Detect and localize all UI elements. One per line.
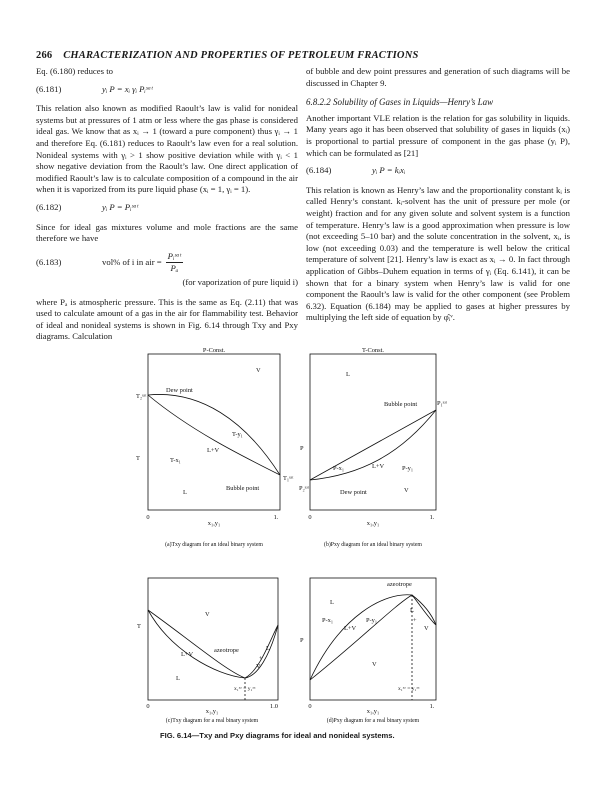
- panel-a-l-label: L: [183, 489, 187, 496]
- panel-a-bubble-curve: [148, 395, 280, 475]
- panel-b-p2sat: P₂ˢᵃᵗ: [299, 485, 310, 492]
- panel-c-x1: 1.0: [270, 703, 278, 710]
- panel-c-lv-label: L+V: [181, 651, 194, 658]
- equation-6-184: (6.184) yᵢ P = kᵢxᵢ: [306, 165, 406, 176]
- section-heading: 6.8.2.2 Solubility of Gases in Liquids—Henry’s Law: [306, 97, 494, 108]
- panel-a-lv-label: L+V: [207, 447, 220, 454]
- panel-d-py-label: P-y₁: [366, 617, 378, 624]
- panel-c-l-label: L: [176, 675, 180, 682]
- panel-d-px-label: P-x₁: [322, 617, 334, 624]
- paragraph-ideal-gas: Since for ideal gas mixtures volume and mole fractions are the same therefore we have: [36, 221, 298, 244]
- panel-d-azeotrope-label: azeotrope: [387, 581, 412, 588]
- paragraph-atmospheric: where Pₐ is atmospheric pressure. This is the same as Eq. (2.11) that was used to calculate amount of a gas in the air for flammability test. Behavior of ideal and nonideal systems is shown in Fig. 6.14 through Txy and Pxy diagrams. Calculation: [36, 296, 298, 342]
- panel-b-x1: 1.: [429, 514, 435, 521]
- panel-c-az-label: x₁ᵃᶻ = y₁ᵃᶻ: [234, 686, 256, 692]
- panel-a-caption: (a)Txy diagram for an ideal binary system: [165, 542, 263, 548]
- panel-a-v-label: V: [256, 367, 261, 374]
- panel-b-py-label: P-y₁: [402, 465, 414, 472]
- panel-c-x0: 0: [146, 703, 150, 710]
- panel-c-v-label: V: [205, 611, 210, 618]
- panel-d-x-label: x₁,y₁: [366, 708, 380, 715]
- panel-d-plus-label: +: [413, 617, 417, 624]
- panel-c-l2-label: L: [266, 645, 270, 652]
- panel-a-t1sat: T₁ˢᵃᵗ: [283, 475, 294, 482]
- panel-a-dew-curve: [148, 394, 280, 475]
- panel-c-caption: (c)Txy diagram for a real binary system: [165, 718, 259, 724]
- page-number: 266: [36, 50, 53, 61]
- panel-d-frame: [310, 578, 436, 700]
- panel-c-plus-label: +: [259, 655, 263, 662]
- panel-b-caption: (b)Pxy diagram for an ideal binary system: [324, 542, 422, 548]
- equation-6-183: (6.183) vol% of i in air = $\frac{\text{Pᵢˢᵃᵗ}}{\text{Pₐ}}$: [36, 250, 182, 274]
- panel-d-y-label: P: [300, 637, 304, 644]
- panel-a-x0: 0: [146, 514, 150, 521]
- paragraph-continuation: of bubble and dew point pressures and generation of such diagrams will be discussed in Chapter 9.: [306, 66, 570, 88]
- panel-b-x-label: x₁,y₁: [366, 520, 380, 527]
- panel-c-y-label: T: [137, 623, 141, 630]
- equation-6-182: (6.182) yᵢ P = Pᵢˢᵃᵗ: [36, 201, 139, 212]
- paragraph-modified-raoult: This relation also known as modified Raoult’s law is valid for nonideal systems but at pressures of 1 atm or less where the gas phase is considered ideal gas. We know that as xᵢ → 1 (toward a pure component) thus γᵢ → 1 and therefore Eq. (6.181) reduces to Raoult’s law even for a real solution. Nonideal systems with γᵢ > 1 show positive deviation while with γᵢ < 1 show negative deviation from the Raoult’s law. One direct application of modified Raoult’s law is to calculate composition of a compound in the air when it is vaporized from its pure liquid phase (xᵢ = 1, γᵢ = 1).: [36, 103, 298, 195]
- panel-b-v-label: V: [404, 487, 409, 494]
- panel-d-x1: 1.: [429, 703, 435, 710]
- panel-c-x-label: x₁,y₁: [205, 708, 219, 715]
- panel-a-title: P-Const.: [202, 347, 226, 354]
- panel-d-caption: (d)Pxy diagram for a real binary system: [326, 718, 420, 724]
- panel-b-title: T-Const.: [362, 347, 384, 354]
- panel-c-azeotrope-label: azeotrope: [214, 647, 239, 654]
- panel-d-l2-label: L: [410, 607, 414, 614]
- figure-caption: FIG. 6.14—Txy and Pxy diagrams for ideal and nonideal systems.: [160, 731, 395, 740]
- panel-d-l-label: L: [330, 599, 334, 606]
- panel-a-x-label: x₁,y₁: [207, 520, 221, 527]
- paragraph-henry-law: This relation is known as Henry’s law and the proportionality constant kᵢ is called Henry’s constant. kᵢ-solvent has the unit of pressure per mole (or weight) fraction and for any given solute and solvent system is a function of temperature. Henry’s law is a good approximation when pressure is low (not exceeding 5–10 bar) and the solute concentration in the solvent, xᵢ, is low (not exceeding 0.03) and the temperature is well below the critical temperature of solvent [21]. Henry’s law is exact as xᵢ → 0. In fact through application of Gibbs–Duhem equation in terms of γᵢ (Eq. 6.141), it can be shown that for a binary system when Henry’s law is valid for one component the Raoult’s law is valid for the other component (see Problem 6.32). Equation (6.184) may be applied to gases at higher pressures by multiplying the left side of equation by φ̂ᵢᵛ.: [306, 184, 570, 323]
- panel-b-p1sat: P₁ˢᵃᵗ: [437, 400, 448, 407]
- panel-d-v2-label: V: [424, 625, 429, 632]
- panel-b-bubble-label: Bubble point: [384, 401, 418, 408]
- fraction: $\frac{\text{Pᵢˢᵃᵗ}}{\text{Pₐ}}$: [167, 250, 182, 274]
- running-title: CHARACTERIZATION AND PROPERTIES OF PETROLEUM FRACTIONS: [63, 50, 419, 61]
- panel-b-dew-label: Dew point: [340, 489, 367, 496]
- panel-c-frame: [148, 578, 278, 700]
- panel-a-dew-label: Dew point: [166, 387, 193, 394]
- panel-a-x1: 1.: [273, 514, 279, 521]
- panel-a-ty-label: T-y₁: [232, 431, 243, 438]
- panel-a-frame: [148, 354, 280, 510]
- equation-note: (for vaporization of pure liquid i): [182, 276, 298, 287]
- equation-6-181: (6.181) yᵢ P = xᵢ γᵢ Pᵢˢᵃᵗ: [36, 83, 153, 94]
- panel-d-az-label: x₁ᵃᶻ = y₁ᵃᶻ: [398, 686, 420, 692]
- panel-c-v2-label: V: [256, 663, 261, 670]
- panel-b-x0: 0: [308, 514, 312, 521]
- panel-a-tx-label: T-x₁: [170, 457, 181, 464]
- intro-text: Eq. (6.180) reduces to: [36, 66, 113, 76]
- panel-d-v-label: V: [372, 661, 377, 668]
- panel-a-bubble-label: Bubble point: [226, 485, 260, 492]
- panel-b-frame: [310, 354, 436, 510]
- panel-a-t2sat: T₂ˢᵃᵗ: [136, 393, 147, 400]
- panel-b-px-label: P-x₁: [333, 465, 345, 472]
- panel-a-y-label: T: [136, 455, 140, 462]
- panel-d-lv-label: L+V: [344, 625, 357, 632]
- panel-b-y-label: P: [300, 445, 304, 452]
- panel-d-x0: 0: [308, 703, 312, 710]
- panel-b-l-label: L: [346, 371, 350, 378]
- paragraph-henry-intro: Another important VLE relation is the relation for gas solubility in liquids. Many years ago it has been observed that solubility of gases in liquids (xᵢ) is proportional to partial pressure of component in the gas phase (yᵢ P), which can be formulated as [21]: [306, 112, 570, 158]
- panel-b-lv-label: L+V: [372, 463, 385, 470]
